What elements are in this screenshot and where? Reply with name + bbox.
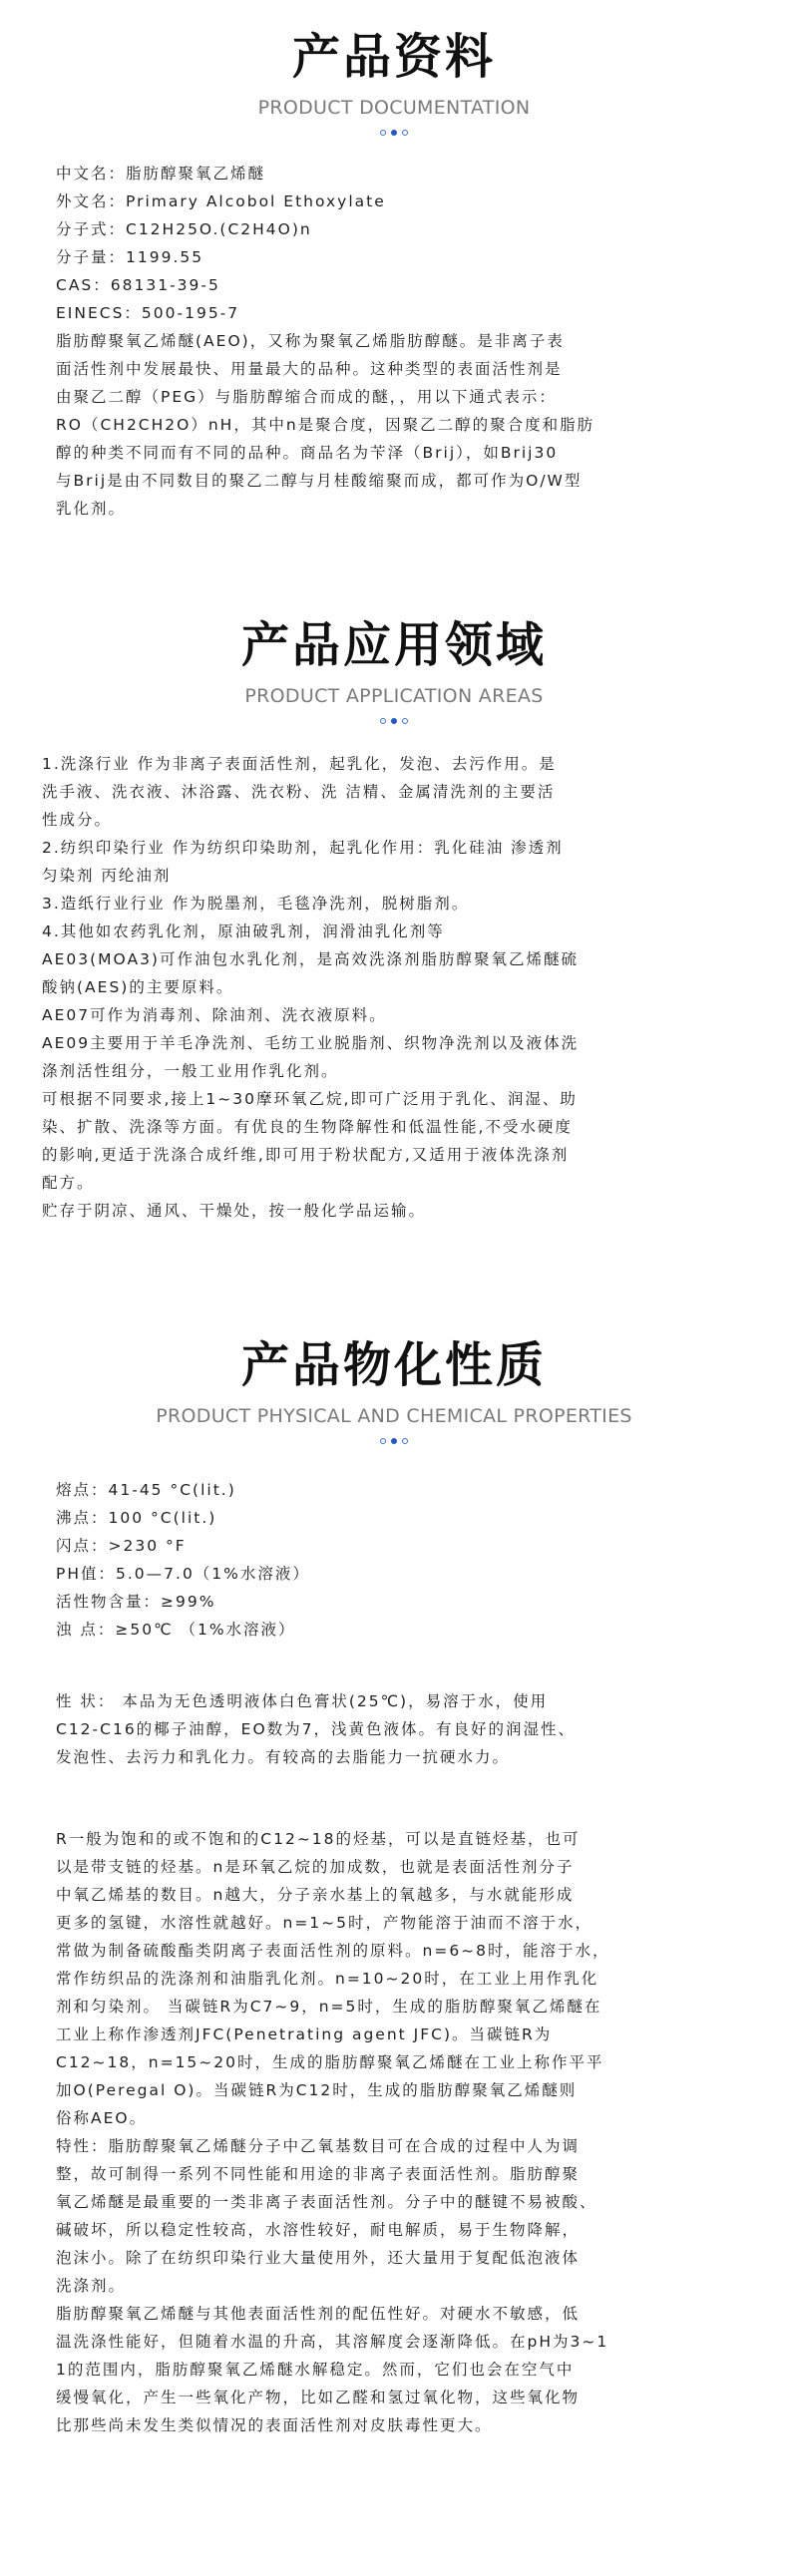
text-line: 常做为制备硫酸酯类阴离子表面活性剂的原料。n=6~8时，能溶于水，: [56, 1942, 610, 1960]
text-line: C12-C16的椰子油醇，EO数为7，浅黄色液体。有良好的润湿性、: [56, 1720, 577, 1738]
product-documentation-header: [0, 18, 788, 136]
dot-icon: [380, 718, 386, 724]
documentation-text: [56, 160, 594, 523]
text-line: 1.洗涤行业 作为非离子表面活性剂，起乳化，发泡、去污作用。是: [42, 755, 557, 773]
dot-icon: [402, 130, 408, 136]
text-line: 1的范围内，脂肪醇聚氧乙烯醚水解稳定。然而，它们也会在空气中: [56, 2361, 575, 2379]
section-subtitle: PRODUCT PHYSICAL AND CHEMICAL PROPERTIES: [156, 1405, 632, 1427]
text-line: 比那些尚未发生类似情况的表面活性剂对皮肤毒性更大。: [56, 2416, 493, 2434]
text-line: C12~18，n=15~20时，生成的脂肪醇聚氧乙烯醚在工业上称作平平: [56, 2053, 604, 2071]
dot-icon: [391, 130, 397, 136]
text-line: 外文名：Primary Alcobol Ethoxylate: [56, 192, 386, 210]
text-line: 的影响,更适于洗涤合成纤维,即可用于粉状配方,又适用于液体洗涤剂: [42, 1146, 570, 1164]
text-line: 工业上称作渗透剂JFC(Penetrating agent JFC)。当碳链R为: [56, 2025, 553, 2043]
text-line: 更多的氢键，水溶性就越好。n=1~5时，产物能溶于油而不溶于水，: [56, 1914, 593, 1932]
text-line: PH值：5.0—7.0（1%水溶液）: [56, 1565, 310, 1583]
text-line: 中氧乙烯基的数目。n越大，分子亲水基上的氧越多，与水就能形成: [56, 1886, 575, 1904]
properties-list: [56, 1476, 310, 1644]
text-line: 匀染剂 丙纶油剂: [42, 867, 172, 885]
text-line: 熔点：41-45 °C(lit.): [56, 1481, 236, 1499]
text-line: 分子量：1199.55: [56, 248, 204, 266]
text-line: AE09主要用于羊毛净洗剂、毛纺工业脱脂剂、织物净洗剂以及液体洗: [42, 1034, 580, 1052]
text-line: 与Brij是由不同数目的聚乙二醇与月桂酸缩聚而成，都可作为O/W型: [56, 472, 583, 490]
text-line: 3.造纸行业行业 作为脱墨剂，毛毯净洗剂，脱树脂剂。: [42, 895, 470, 913]
physical-chemical-header: [0, 1326, 788, 1444]
dot-icon: [391, 718, 397, 724]
dots-divider: [0, 718, 788, 724]
text-line: 性成分。: [42, 811, 113, 829]
text-line: 氧乙烯醚是最重要的一类非离子表面活性剂。分子中的醚键不易被酸、: [56, 2193, 597, 2211]
text-line: 分子式：C12H25O.(C2H4O)n: [56, 220, 312, 238]
text-line: 泡沫小。除了在纺织印染行业大量使用外，还大量用于复配低泡液体: [56, 2249, 581, 2267]
text-line: 配方。: [42, 1174, 95, 1192]
section-title: 产品物化性质: [240, 1337, 547, 1393]
section-title: 产品资料: [291, 29, 496, 85]
text-line: 乳化剂。: [56, 500, 127, 518]
section-subtitle: PRODUCT DOCUMENTATION: [257, 97, 531, 119]
text-line: 温洗涤性能好，但随着水温的升高，其溶解度会逐渐降低。在pH为3~1: [56, 2333, 609, 2351]
traits-text: [56, 1687, 576, 1771]
text-line: 脂肪醇聚氧乙烯醚与其他表面活性剂的配伍性好。对硬水不敏感，低: [56, 2305, 581, 2323]
text-line: 整，故可制得一系列不同性能和用途的非离子表面活性剂。脂肪醇聚: [56, 2165, 581, 2183]
text-line: 发泡性、去污力和乳化力。有较高的去脂能力一抗硬水力。: [56, 1748, 511, 1766]
text-line: 4.其他如农药乳化剂，原油破乳剂，润滑油乳化剂等: [42, 922, 445, 940]
text-line: 涤剂活性组分，一般工业用作乳化剂。: [42, 1062, 339, 1080]
text-line: 碱破坏，所以稳定性较高，水溶性较好，耐电解质，易于生物降解，: [56, 2221, 581, 2239]
dot-icon: [380, 1438, 386, 1444]
text-line: EINECS：500-195-7: [56, 304, 240, 322]
text-line: 性 状： 本品为无色透明液体白色膏状(25℃)，易溶于水，使用: [56, 1692, 549, 1710]
text-line: 常作纺织品的洗涤剂和油脂乳化剂。n=10~20时，在工业上用作乳化: [56, 1970, 599, 1988]
text-line: 洗手液、洗衣液、沐浴露、洗衣粉、洗 洁精、金属清洗剂的主要活: [42, 783, 556, 801]
text-line: CAS：68131-39-5: [56, 276, 220, 294]
dot-icon: [402, 1438, 408, 1444]
dot-icon: [391, 1438, 397, 1444]
text-line: 沸点：100 °C(lit.): [56, 1509, 217, 1527]
dots-divider: [0, 1438, 788, 1444]
text-line: 醇的种类不同而有不同的品种。商品名为苄泽（Brij），如Brij30: [56, 444, 559, 462]
text-line: 浊 点：≥50℃ （1%水溶液）: [56, 1621, 296, 1639]
dot-icon: [402, 718, 408, 724]
text-line: R一般为饱和的或不饱和的C12~18的烃基，可以是直链烃基，也可: [56, 1830, 581, 1848]
section-title: 产品应用领域: [240, 617, 547, 673]
text-line: 俗称AEO。: [56, 2109, 148, 2127]
text-line: 可根据不同要求,接上1~30摩环氧乙烷,即可广泛用于乳化、润湿、助: [42, 1090, 578, 1108]
text-line: 面活性剂中发展最快、用量最大的品种。这种类型的表面活性剂是: [56, 360, 563, 378]
text-line: 活性物含量：≥99%: [56, 1593, 216, 1611]
text-line: AE07可作为消毒剂、除油剂、洗衣液原料。: [42, 1006, 387, 1024]
text-line: 染、扩散、洗涤等方面。有优良的生物降解性和低温性能,不受水硬度: [42, 1118, 573, 1136]
text-line: 脂肪醇聚氧乙烯醚(AEO)，又称为聚氧乙烯脂肪醇醚。是非离子表: [56, 332, 565, 350]
text-line: 洗涤剂。: [56, 2277, 127, 2295]
text-line: AE03(MOA3)可作油包水乳化剂，是高效洗涤剂脂肪醇聚氧乙烯醚硫: [42, 950, 579, 968]
text-line: 剂和匀染剂。 当碳链R为C7~9，n=5时，生成的脂肪醇聚氧乙烯醚在: [56, 1998, 602, 2016]
text-line: 缓慢氧化，产生一些氧化产物，比如乙醛和氢过氧化物，这些氧化物: [56, 2389, 581, 2406]
text-line: 中文名：脂肪醇聚氧乙烯醚: [56, 165, 266, 183]
text-line: RO（CH2CH2O）nH，其中n是聚合度，因聚乙二醇的聚合度和脂肪: [56, 416, 595, 434]
text-line: 以是带支链的烃基。n是环氧乙烷的加成数，也就是表面活性剂分子: [56, 1858, 575, 1876]
text-line: 酸钠(AES)的主要原料。: [42, 978, 234, 996]
text-line: 闪点：>230 °F: [56, 1537, 187, 1555]
application-areas-header: [0, 606, 788, 724]
section-subtitle: PRODUCT APPLICATION AREAS: [244, 685, 544, 707]
details-text: [56, 1825, 610, 2439]
dot-icon: [380, 130, 386, 136]
application-text: [42, 750, 579, 1225]
text-line: 贮存于阴凉、通风、干燥处，按一般化学品运输。: [42, 1202, 427, 1220]
text-line: 加O(Peregal O)。当碳链R为C12时，生成的脂肪醇聚氧乙烯醚则: [56, 2081, 578, 2099]
text-line: 由聚乙二醇（PEG）与脂肪醇缩合而成的醚，，用以下通式表示：: [56, 388, 557, 406]
text-line: 2.纺织印染行业 作为纺织印染助剂，起乳化作用：乳化硅油 渗透剂: [42, 839, 564, 857]
dots-divider: [0, 130, 788, 136]
text-line: 特性：脂肪醇聚氧乙烯醚分子中乙氧基数目可在合成的过程中人为调: [56, 2137, 581, 2155]
